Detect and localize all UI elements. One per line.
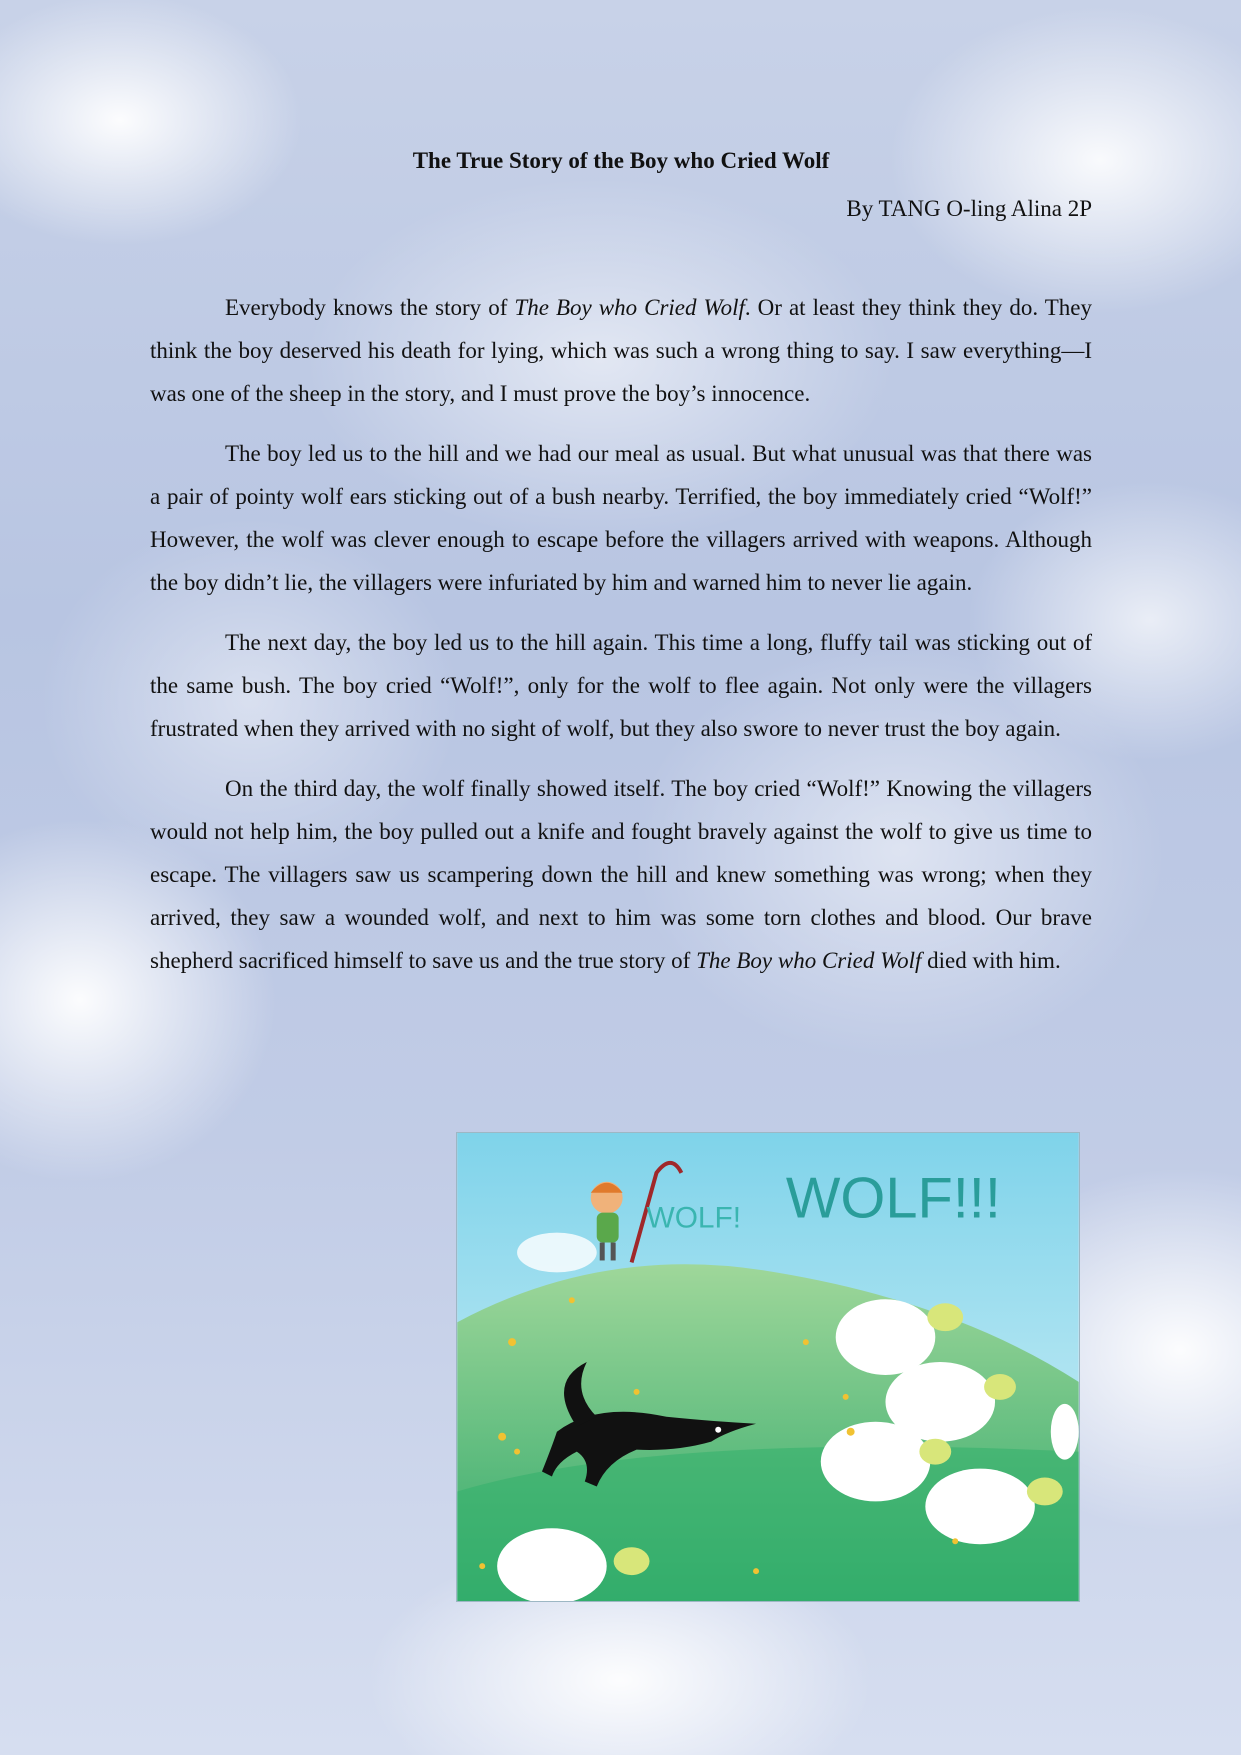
paragraph-2: The boy led us to the hill and we had our meal as usual. But what unusual was that there was a pair of pointy wolf ears sticking out of a bush nearby. Terrified, the boy immediately cried “Wolf!” However, the wolf was clever enough to escape before the villagers arrived with weapons. Although the boy didn’t lie, the villagers were infuriated by him and warned him to never lie again. [150,441,1092,595]
paragraph-3: The next day, the boy led us to the hill again. This time a long, fluffy tail was sticking out of the same bush. The boy cried “Wolf!”, only for the wolf to flee again. Not only were the villagers frustrated when they arrived with no sight of wolf, but they also swore to never trust the boy again. [150,630,1092,741]
paragraph-4-italic-title: The Boy who Cried Wolf [696,948,922,973]
paragraph-1 [150,286,1092,415]
paragraph-1-text-b: . Or at least they think they do. They think the boy deserved his death for lying, which was such a wrong thing to say. I saw everything—I was one of the sheep in the story, and I must prove the boy’s innocence. [150,295,1092,406]
wolf-shout-2: WOLF!!! [785,1166,1001,1231]
story-title: The True Story of the Boy who Cried Wolf [412,148,830,173]
author-line: By TANG O-ling Alina 2P [846,196,1092,221]
wolf-illustration [456,1132,1080,1602]
paragraph-1-text-a: Everybody knows the story of [225,295,515,320]
story-body [150,286,1092,999]
paragraph-4-text-a: On the third day, the wolf finally showed itself. The boy cried “Wolf!” Knowing the villagers would not help him, the boy pulled out a knife and fought bravely against the wolf to give us time to escape. The villagers saw us scampering down the hill and knew something was wrong; when they arrived, they saw a wounded wolf, and next to him was some torn clothes and blood. Our brave shepherd sacrificed himself to save us and the true story of [150,776,1092,973]
wolf-shout-1: WOLF! [646,1201,742,1235]
illustration-svg [457,1133,1079,1601]
paragraph-4-text-b: died with him. [921,948,1061,973]
paragraph-4 [150,767,1092,982]
paragraph-1-italic-title: The Boy who Cried Wolf [514,295,745,320]
cloud [517,1233,597,1273]
